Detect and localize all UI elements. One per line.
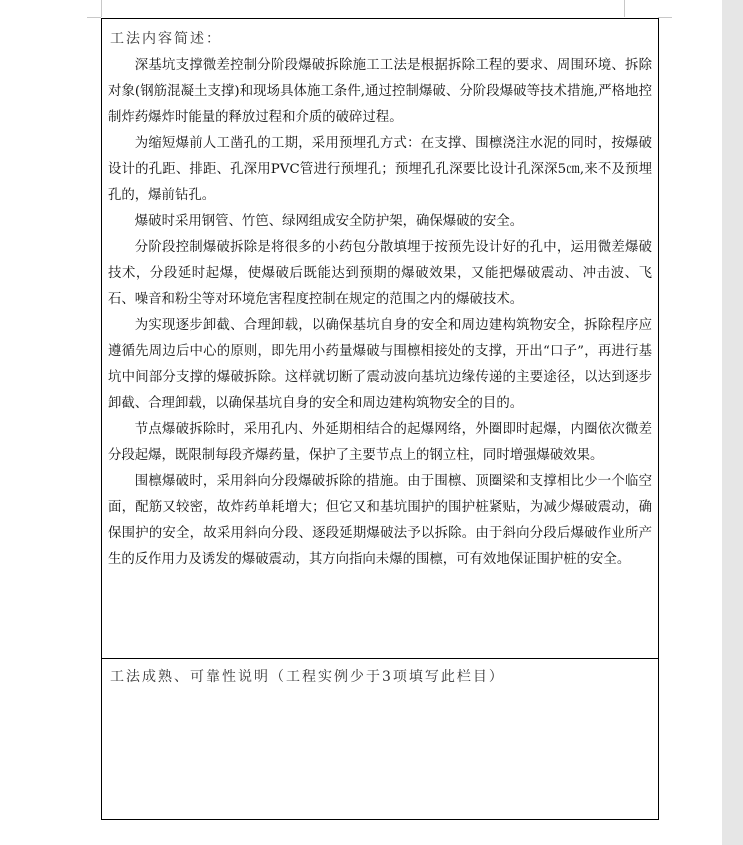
method-description-heading: 工法内容简述： (110, 31, 222, 47)
maturity-reliability-cell[interactable] (102, 659, 658, 819)
crop-mark (624, 0, 625, 17)
paragraph: 为缩短爆前人工凿孔的工期，采用预埋孔方式：在支撑、围檩浇注水泥的同时，按爆破设计的孔距、排距、孔深用PVC管进行预埋孔；预埋孔孔深要比设计孔深深5㎝,来不及预埋孔的，爆前钻孔。 (108, 136, 652, 203)
crop-mark (658, 17, 672, 18)
paragraph: 爆破时采用钢管、竹笆、绿网组成安全防护架，确保爆破的安全。 (134, 214, 524, 229)
paragraph: 分阶段控制爆破拆除是将很多的小药包分散填埋于按预先设计好的孔中，运用微差爆破技术，分段延时起爆，使爆破后既能达到预期的爆破效果，又能把爆破震动、冲击波、飞石、噪音和粉尘等对环境危害程度控制在规定的范围之内的爆破技术。 (108, 240, 652, 307)
form-table (101, 18, 659, 820)
paragraph: 节点爆破拆除时，采用孔内、外延期相结合的起爆网络，外圈即时起爆，内圈依次微差分段起爆，既限制每段齐爆药量，保护了主要节点上的钢立柱，同时增强爆破效果。 (108, 422, 652, 463)
method-description-cell[interactable] (102, 19, 658, 659)
crop-mark (101, 0, 102, 17)
window-gutter (722, 0, 743, 845)
maturity-reliability-heading: 工法成熟、可靠性说明（工程实例少于3项填写此栏目） (110, 669, 505, 685)
method-description-text[interactable] (108, 53, 652, 573)
paragraph: 围檩爆破时，采用斜向分段爆破拆除的措施。由于围檩、顶圈梁和支撑相比少一个临空面，配筋又较密，故炸药单耗增大；但它又和基坑围护的围护桩紧贴，为减少爆破震动，确保围护的安全，故采用斜向分段、逐段延期爆破法予以拆除。由于斜向分段后爆破作业所产生的反作用力及诱发的爆破震动，其方向指向未爆的围檩，可有效地保证围护桩的安全。 (108, 474, 652, 567)
paragraph: 为实现逐步卸截、合理卸载，以确保基坑自身的安全和周边建构筑物安全，拆除程序应遵循先周边后中心的原则，即先用小药量爆破与围檩相接处的支撑，开出“口子”，再进行基坑中间部分支撑的爆破拆除。这样就切断了震动波向基坑边缘传递的主要途径，以达到逐步卸截、合理卸载，以确保基坑自身的安全和周边建构筑物安全的目的。 (108, 318, 652, 411)
paragraph: 深基坑支撑微差控制分阶段爆破拆除施工工法是根据拆除工程的要求、周围环境、拆除对象(钢筋混凝土支撑)和现场具体施工条件,通过控制爆破、分阶段爆破等技术措施,严格地控制炸药爆炸时能量的释放过程和介质的破碎过程。 (108, 58, 652, 125)
crop-mark (87, 17, 101, 18)
